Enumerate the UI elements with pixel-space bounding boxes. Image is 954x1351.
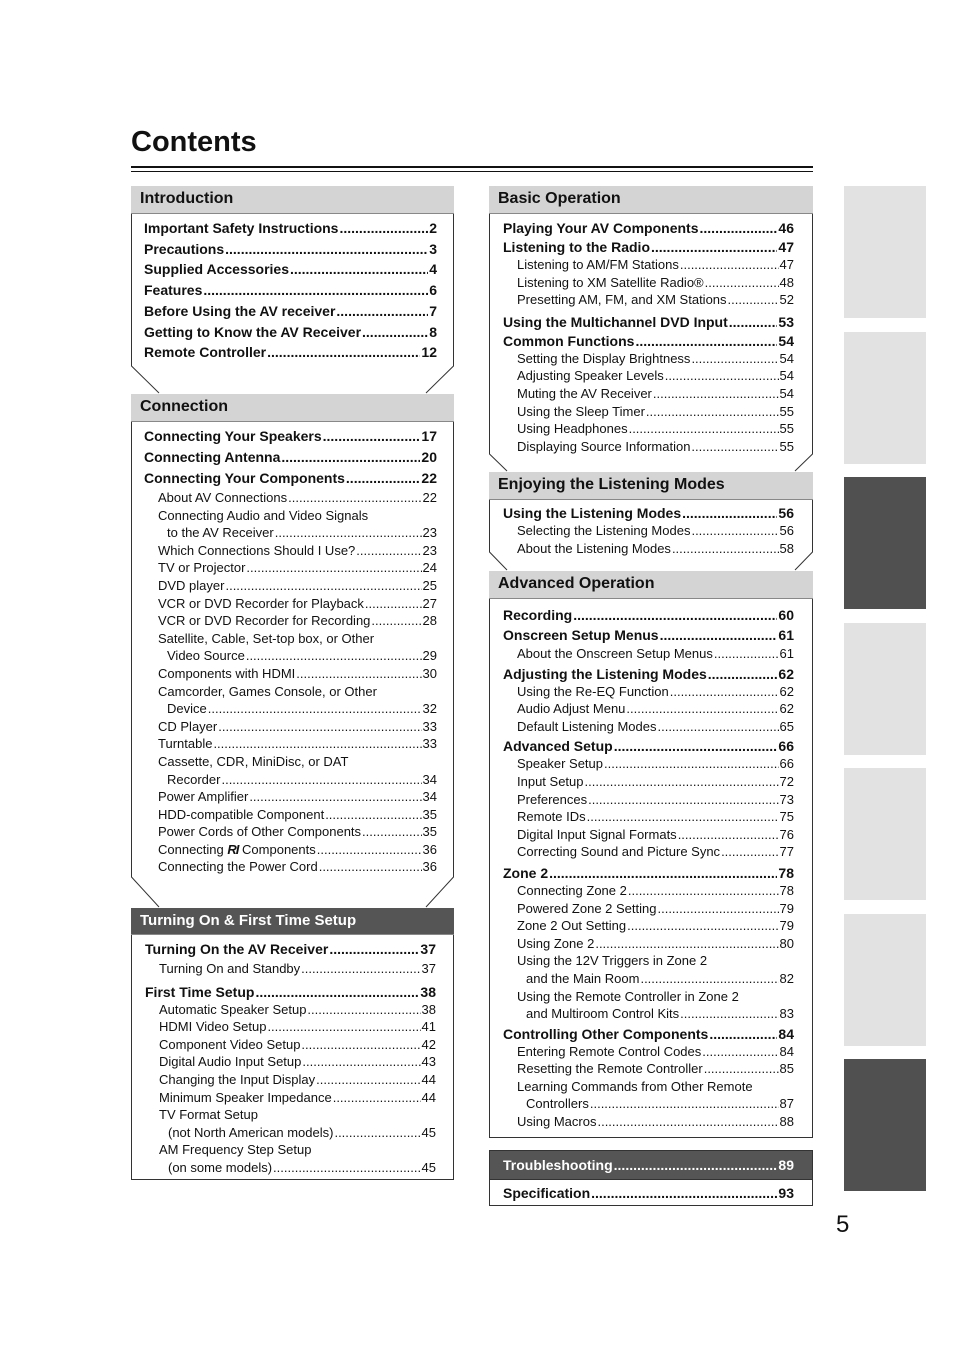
- list-item-text: Learning Commands from Other Remote: [517, 1078, 753, 1094]
- list-item[interactable]: HDD-compatible Component ..... 35: [144, 806, 437, 824]
- list-item[interactable]: Listening to XM Satellite Radio® ..... 48: [503, 274, 794, 292]
- list-item[interactable]: Adjusting the Listening Modes ..... 62: [503, 666, 794, 683]
- list-item[interactable]: Remote IDs ..... 75: [503, 808, 794, 826]
- list-item[interactable]: Correcting Sound and Picture Sync ..... 77: [503, 843, 794, 861]
- introduction-list: [131, 214, 454, 363]
- list-item[interactable]: Turntable ..... 33: [144, 735, 437, 753]
- list-item[interactable]: Using Macros ..... 88: [503, 1113, 794, 1131]
- list-item[interactable]: Recorder ..... 34: [144, 771, 437, 789]
- side-tab-operation[interactable]: [844, 477, 926, 609]
- list-item[interactable]: Using Headphones ..... 55: [503, 420, 794, 438]
- list-item[interactable]: Connecting the Power Cord ..... 36: [144, 858, 437, 876]
- list-item[interactable]: Connecting Zone 2 ..... 78: [503, 882, 794, 900]
- list-item[interactable]: Device ..... 32: [144, 700, 437, 718]
- list-item[interactable]: Listening to AM/FM Stations ..... 47: [503, 256, 794, 274]
- list-item[interactable]: Using the Sleep Timer ..... 55: [503, 403, 794, 421]
- list-item[interactable]: Connecting Your Components ..... 22: [144, 468, 437, 489]
- list-item[interactable]: VCR or DVD Recorder for Playback ..... 27: [144, 595, 437, 613]
- list-item[interactable]: Before Using the AV receiver ..... 7: [144, 301, 437, 322]
- list-item[interactable]: Recording ..... 60: [503, 605, 794, 626]
- list-item[interactable]: Getting to Know the AV Receiver ..... 8: [144, 322, 437, 343]
- list-item[interactable]: Minimum Speaker Impedance ..... 44: [145, 1089, 436, 1107]
- list-item[interactable]: (on some models) ..... 45: [145, 1159, 436, 1177]
- list-item[interactable]: Default Listening Modes ..... 65: [503, 718, 794, 736]
- list-item[interactable]: First Time Setup ..... 38: [145, 984, 436, 1001]
- list-item[interactable]: About the Listening Modes ..... 58: [503, 540, 794, 558]
- turning-on-list: [132, 935, 453, 1177]
- list-item[interactable]: Setting the Display Brightness ..... 54: [503, 350, 794, 368]
- list-item[interactable]: Audio Adjust Menu ..... 62: [503, 700, 794, 718]
- basic-operation-list: [489, 214, 813, 455]
- list-item[interactable]: Which Connections Should I Use? ..... 23: [144, 542, 437, 560]
- list-item[interactable]: Zone 2 ..... 78: [503, 864, 794, 882]
- list-item[interactable]: Advanced Setup ..... 66: [503, 738, 794, 755]
- side-tab-troubleshooting[interactable]: [844, 1059, 926, 1191]
- list-item[interactable]: Component Video Setup ..... 42: [145, 1036, 436, 1054]
- list-item-text: Using the 12V Triggers in Zone 2: [517, 953, 708, 969]
- title-rule-thin: [131, 171, 813, 172]
- list-item[interactable]: HDMI Video Setup ..... 41: [145, 1018, 436, 1036]
- list-item[interactable]: Using Zone 2 ..... 80: [503, 935, 794, 953]
- list-item[interactable]: Features ..... 6: [144, 280, 437, 301]
- list-item[interactable]: Speaker Setup ..... 66: [503, 755, 794, 773]
- list-item[interactable]: Digital Input Signal Formats ..... 76: [503, 826, 794, 844]
- list-item-text: Connecting Audio and Video Signals: [158, 507, 369, 523]
- list-item[interactable]: Onscreen Setup Menus ..... 61: [503, 626, 794, 645]
- page-number: 5: [836, 1211, 850, 1238]
- turning-on-section: [131, 908, 454, 1180]
- list-item[interactable]: and the Main Room ..... 82: [503, 970, 794, 988]
- list-item[interactable]: Video Source ..... 29: [144, 647, 437, 665]
- list-item[interactable]: Digital Audio Input Setup ..... 43: [145, 1053, 436, 1071]
- list-item[interactable]: Automatic Speaker Setup ..... 38: [145, 1001, 436, 1019]
- list-item[interactable]: About the Onscreen Setup Menus ..... 61: [503, 645, 794, 663]
- page-title: Contents: [131, 126, 257, 158]
- listening-modes-list: [489, 500, 813, 557]
- list-item[interactable]: Powered Zone 2 Setting ..... 79: [503, 900, 794, 918]
- list-item[interactable]: CD Player ..... 33: [144, 718, 437, 736]
- listening-modes-header: Enjoying the Listening Modes: [489, 472, 813, 500]
- list-item[interactable]: Power Amplifier ..... 34: [144, 788, 437, 806]
- side-tab-connection[interactable]: [844, 332, 926, 464]
- specification-item[interactable]: Specification ..... 93: [490, 1179, 812, 1207]
- connection-list: [131, 422, 454, 876]
- connection-header: Connection: [131, 394, 454, 422]
- list-item[interactable]: Precautions ..... 3: [144, 239, 437, 260]
- list-item-text: AM Frequency Step Setup: [159, 1142, 312, 1158]
- list-item[interactable]: Zone 2 Out Setting ..... 79: [503, 917, 794, 935]
- list-item[interactable]: Controlling Other Components ..... 84: [503, 1026, 794, 1043]
- list-item-text: Using the Remote Controller in Zone 2: [517, 988, 739, 1004]
- list-item[interactable]: Turning On and Standby ..... 37: [145, 960, 436, 978]
- list-item[interactable]: Supplied Accessories ..... 4: [144, 259, 437, 280]
- advanced-operation-section: [489, 571, 813, 1138]
- list-item[interactable]: Components with HDMI ..... 30: [144, 665, 437, 683]
- list-item[interactable]: Resetting the Remote Controller ..... 85: [503, 1060, 794, 1078]
- list-item[interactable]: Using the Re-EQ Function ..... 62: [503, 683, 794, 701]
- list-item[interactable]: Using the Listening Modes ..... 56: [503, 504, 794, 522]
- list-item-text: TV Format Setup: [159, 1107, 258, 1123]
- list-item[interactable]: Listening to the Radio ..... 47: [503, 239, 794, 256]
- list-item[interactable]: VCR or DVD Recorder for Recording ..... 28: [144, 612, 437, 630]
- introduction-header: Introduction: [131, 186, 454, 214]
- list-item[interactable]: Important Safety Instructions ..... 2: [144, 218, 437, 239]
- introduction-section: [131, 186, 454, 394]
- troubleshooting-item[interactable]: Troubleshooting ..... 89: [490, 1151, 812, 1179]
- side-tab-introduction[interactable]: [844, 186, 926, 318]
- list-item[interactable]: (not North American models) ..... 45: [145, 1124, 436, 1142]
- list-item[interactable]: Muting the AV Receiver ..... 54: [503, 385, 794, 403]
- list-item[interactable]: DVD player ..... 25: [144, 577, 437, 595]
- list-item[interactable]: Preferences ..... 73: [503, 791, 794, 809]
- connection-section: [131, 394, 454, 908]
- list-item[interactable]: Controllers ..... 87: [503, 1095, 794, 1113]
- advanced-operation-list: [490, 599, 812, 1131]
- list-item[interactable]: Turning On the AV Receiver ..... 37: [145, 939, 436, 960]
- list-item[interactable]: Playing Your AV Components ..... 46: [503, 218, 794, 239]
- list-item[interactable]: Changing the Input Display ..... 44: [145, 1071, 436, 1089]
- list-item[interactable]: Connecting Your Speakers ..... 17: [144, 426, 437, 447]
- list-item[interactable]: About AV Connections ..... 22: [144, 489, 437, 507]
- list-item[interactable]: TV or Projector ..... 24: [144, 559, 437, 577]
- list-item[interactable]: Input Setup ..... 72: [503, 773, 794, 791]
- title-rule: [131, 166, 813, 168]
- list-item[interactable]: Common Functions ..... 54: [503, 333, 794, 350]
- troubleshooting-box: [489, 1150, 813, 1206]
- side-tab-advanced[interactable]: [844, 768, 926, 900]
- list-item[interactable]: Power Cords of Other Components ..... 35: [144, 823, 437, 841]
- basic-operation-header: Basic Operation: [489, 186, 813, 214]
- list-item[interactable]: Adjusting Speaker Levels ..... 54: [503, 367, 794, 385]
- advanced-operation-header: Advanced Operation: [489, 571, 813, 599]
- list-item[interactable]: Presetting AM, FM, and XM Stations ..... 52: [503, 291, 794, 309]
- list-item[interactable]: and Multiroom Control Kits ..... 83: [503, 1005, 794, 1023]
- list-item[interactable]: Connecting Antenna ..... 20: [144, 447, 437, 468]
- listening-modes-section: [489, 472, 813, 571]
- list-item[interactable]: Remote Controller ..... 12: [144, 342, 437, 363]
- basic-operation-section: [489, 186, 813, 472]
- turning-on-header: Turning On & First Time Setup: [131, 908, 454, 935]
- list-item-text: Cassette, CDR, MiniDisc, or DAT: [158, 753, 349, 769]
- side-tab-listening[interactable]: [844, 623, 926, 755]
- list-item[interactable]: Using the Multichannel DVD Input ..... 53: [503, 312, 794, 333]
- side-tab-others[interactable]: [844, 914, 926, 1046]
- list-item[interactable]: Selecting the Listening Modes ..... 56: [503, 522, 794, 540]
- list-item[interactable]: to the AV Receiver ..... 23: [144, 524, 437, 542]
- ri-logo-icon: RI: [227, 841, 239, 857]
- list-item-text: Camcorder, Games Console, or Other: [158, 683, 377, 699]
- list-item[interactable]: Entering Remote Control Codes ..... 84: [503, 1043, 794, 1061]
- list-item-text: Satellite, Cable, Set-top box, or Other: [158, 630, 375, 646]
- list-item[interactable]: Connecting RI Components ..... 36: [144, 841, 437, 859]
- list-item[interactable]: Displaying Source Information ..... 55: [503, 438, 794, 456]
